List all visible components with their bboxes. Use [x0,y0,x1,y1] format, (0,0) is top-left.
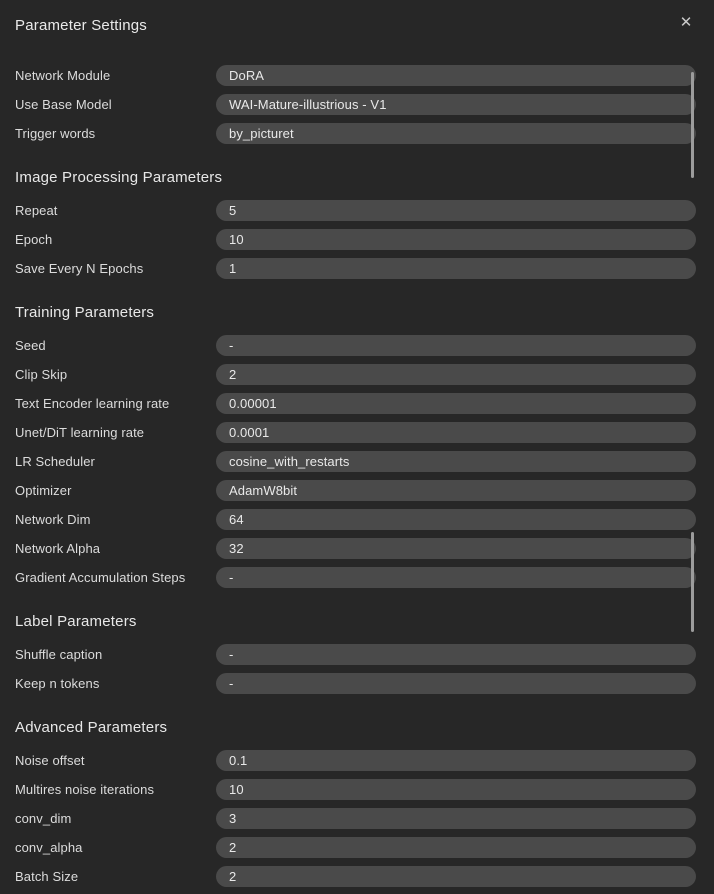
group-label [15,640,696,698]
param-label: Shuffle caption [15,647,103,662]
param-label: Repeat [15,203,58,218]
row-conv-alpha [15,833,696,862]
param-value: 32 [229,541,244,556]
param-label: Optimizer [15,483,72,498]
seed-input[interactable] [216,335,696,356]
param-label: Noise offset [15,753,85,768]
param-value: - [229,676,234,691]
clip-skip-input[interactable] [216,364,696,385]
param-label: Batch Size [15,869,79,884]
use-base-model-input[interactable] [216,94,696,115]
param-value: 2 [229,840,237,855]
multires-noise-iterations-input[interactable] [216,779,696,800]
row-text-encoder-lr [15,389,696,418]
row-shuffle-caption [15,640,696,669]
scrollbar-thumb-lower[interactable] [691,532,694,632]
gradient-accumulation-steps-input[interactable] [216,567,696,588]
close-icon[interactable]: ✕ [679,14,693,31]
repeat-input[interactable] [216,200,696,221]
param-value: WAI-Mature-illustrious - V1 [229,97,387,112]
group-general [15,61,696,148]
batch-size-input[interactable] [216,866,696,887]
save-every-n-epochs-input[interactable] [216,258,696,279]
param-label: Network Module [15,68,111,83]
dialog-header [0,0,714,36]
row-use-base-model [15,90,696,119]
row-epoch [15,225,696,254]
section-heading-training: Training Parameters [15,304,155,321]
section-heading-image-processing: Image Processing Parameters [15,169,223,186]
keep-n-tokens-input[interactable] [216,673,696,694]
conv-alpha-input[interactable] [216,837,696,858]
section-heading-label: Label Parameters [15,613,137,630]
param-label: conv_alpha [15,840,83,855]
param-label: Unet/DiT learning rate [15,425,145,440]
param-value: DoRA [229,68,265,83]
param-label: Network Alpha [15,541,101,556]
epoch-input[interactable] [216,229,696,250]
row-keep-n-tokens [15,669,696,698]
text-encoder-lr-input[interactable] [216,393,696,414]
row-multires-noise-iterations [15,775,696,804]
param-value: 2 [229,869,237,884]
param-label: conv_dim [15,811,72,826]
optimizer-select[interactable] [216,480,696,501]
section-heading-advanced: Advanced Parameters [15,719,168,736]
row-batch-size [15,862,696,891]
row-clip-skip [15,360,696,389]
param-label: Save Every N Epochs [15,261,144,276]
param-value: - [229,570,234,585]
param-value: 3 [229,811,237,826]
trigger-words-input[interactable] [216,123,696,144]
row-network-module [15,61,696,90]
row-lr-scheduler [15,447,696,476]
row-trigger-words [15,119,696,148]
lr-scheduler-select[interactable] [216,451,696,472]
param-label: Seed [15,338,46,353]
row-network-alpha [15,534,696,563]
unet-dit-lr-input[interactable] [216,422,696,443]
conv-dim-input[interactable] [216,808,696,829]
group-image-processing [15,196,696,283]
param-label: LR Scheduler [15,454,95,469]
row-optimizer [15,476,696,505]
row-seed [15,331,696,360]
param-value: 1 [229,261,237,276]
param-label: Trigger words [15,126,96,141]
param-value: 0.1 [229,753,248,768]
row-unet-dit-lr [15,418,696,447]
param-value: 64 [229,512,244,527]
param-value: 5 [229,203,237,218]
group-training [15,331,696,592]
param-label: Use Base Model [15,97,112,112]
param-label: Multires noise iterations [15,782,155,797]
param-value: 2 [229,367,237,382]
param-label: Text Encoder learning rate [15,396,170,411]
dialog-body [0,61,714,891]
param-label: Network Dim [15,512,91,527]
noise-offset-input[interactable] [216,750,696,771]
param-value: - [229,647,234,662]
param-value: AdamW8bit [229,483,298,498]
param-value: 10 [229,782,244,797]
param-value: 0.0001 [229,425,270,440]
dialog-title: Parameter Settings [15,17,147,34]
param-value: 10 [229,232,244,247]
row-conv-dim [15,804,696,833]
row-repeat [15,196,696,225]
row-save-every-n-epochs [15,254,696,283]
param-label: Gradient Accumulation Steps [15,570,186,585]
row-gradient-accumulation-steps [15,563,696,592]
scrollbar-thumb-upper[interactable] [691,72,694,178]
row-network-dim [15,505,696,534]
param-value: cosine_with_restarts [229,454,350,469]
param-value: by_picturet [229,126,294,141]
network-dim-input[interactable] [216,509,696,530]
param-value: 0.00001 [229,396,277,411]
param-label: Clip Skip [15,367,68,382]
network-alpha-input[interactable] [216,538,696,559]
row-noise-offset [15,746,696,775]
group-advanced [15,746,696,891]
param-label: Epoch [15,232,53,247]
param-label: Keep n tokens [15,676,100,691]
shuffle-caption-input[interactable] [216,644,696,665]
param-value: - [229,338,234,353]
network-module-input[interactable] [216,65,696,86]
